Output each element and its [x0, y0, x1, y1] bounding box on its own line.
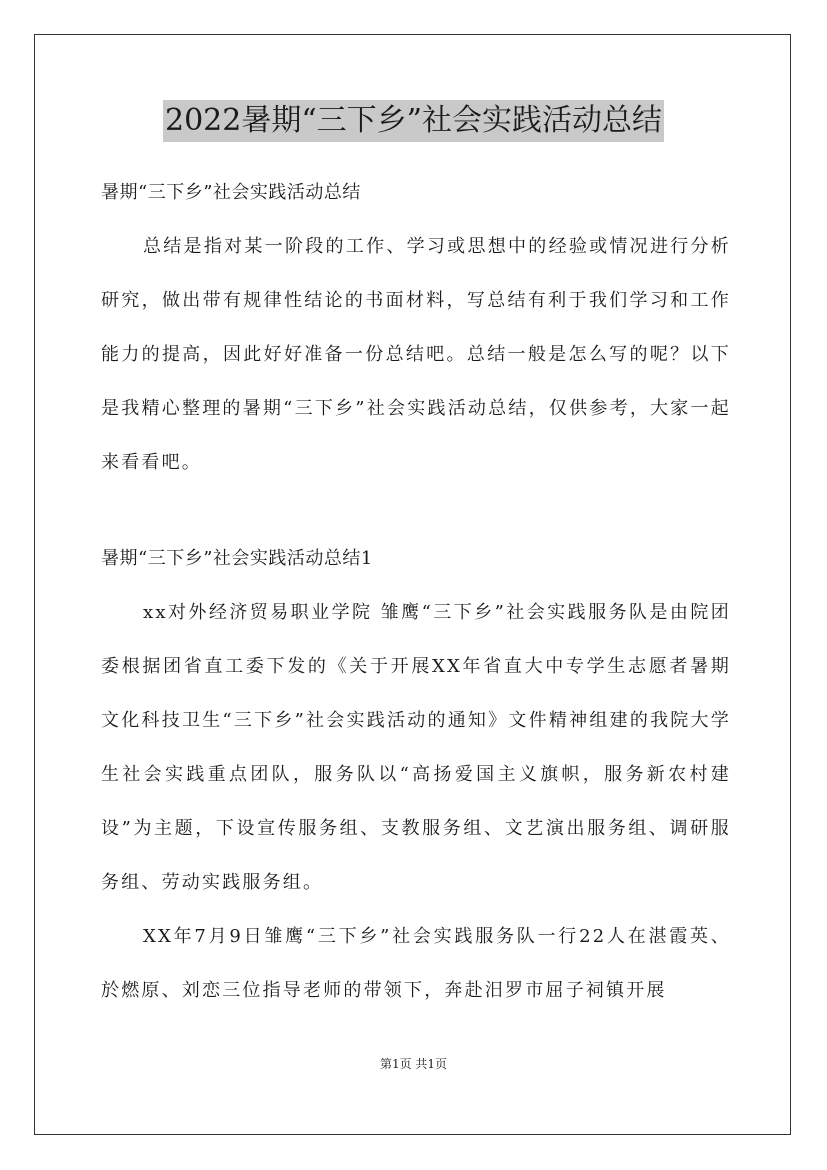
blank-line: [101, 490, 731, 544]
document-title: 2022暑期“三下乡”社会实践活动总结: [163, 100, 664, 142]
body-paragraph: xx对外经济贸易职业学院 雏鹰“三下乡”社会实践服务队是由院团委根据团省直工委下发的《关于开展XX年省直大中专学生志愿者暑期文化科技卫生“三下乡”社会实践活动的通知》文件精神组建的我院大学生社会实践重点团队，服务队以“高扬爱国主义旗帜，服务新农村建设”为主题，下设宣传服务组、支教服务组、文艺演出服务组、调研服务组、劳动实践服务组。: [101, 602, 731, 893]
page-footer: 第1页 共1页: [379, 1057, 448, 1071]
body-paragraph: XX年7月9日雏鹰“三下乡”社会实践服务队一行22人在湛霞英、於燃原、刘恋三位指导老师的带领下，奔赴汨罗市屈子祠镇开展: [101, 926, 731, 1001]
title-wrap: [0, 100, 827, 142]
section-heading: 暑期“三下乡”社会实践活动总结1: [101, 548, 373, 569]
document-subtitle: 暑期“三下乡”社会实践活动总结: [101, 182, 361, 203]
document-body: [101, 178, 731, 1018]
intro-paragraph: 总结是指对某一阶段的工作、学习或思想中的经验或情况进行分析研究，做出带有规律性结论的书面材料，写总结有利于我们学习和工作能力的提高，因此好好准备一份总结吧。总结一般是怎么写的呢？以下是我精心整理的暑期“三下乡”社会实践活动总结，仅供参考，大家一起来看看吧。: [101, 236, 731, 473]
